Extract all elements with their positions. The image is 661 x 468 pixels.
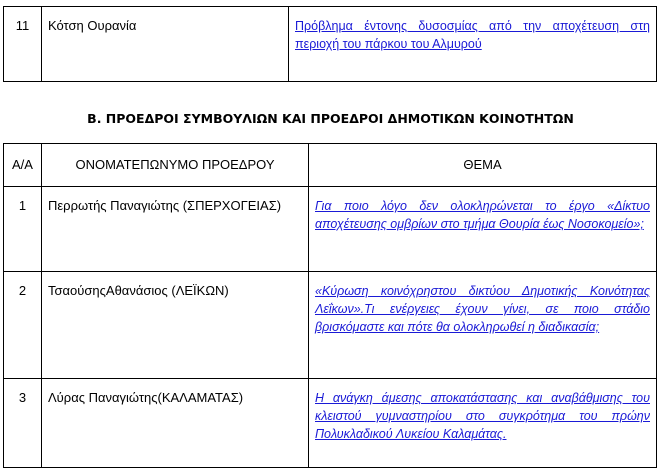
member-name: Κότση Ουρανία [42, 7, 289, 82]
table-row [4, 7, 657, 82]
table-row [4, 187, 657, 272]
row-number: 2 [4, 272, 42, 379]
row-number: 3 [4, 379, 42, 468]
question-topic-link[interactable]: «Κύρωση κοινόχρηστου δικτύου Δημοτικής Κοινότητας Λεΐκων».Τι ενέργειες έχουν γίνει, σε ποιο στάδιο βρισκόμαστε και πότε θα ολοκληρωθεί η διαδικασία; [309, 272, 657, 379]
header-number: Α/Α [4, 144, 42, 187]
president-name: Περρωτής Παναγιώτης (ΣΠΕΡΧΟΓΕΙΑΣ) [42, 187, 309, 272]
president-name: Λύρας Παναγιώτης(ΚΑΛΑΜΑΤΑΣ) [42, 379, 309, 468]
table-row [4, 272, 657, 379]
header-name: ΟΝΟΜΑΤΕΠΩΝΥΜΟ ΠΡΟΕΔΡΟΥ [42, 144, 309, 187]
questions-table-a [3, 6, 657, 82]
question-topic-link[interactable]: Για ποιο λόγο δεν ολοκληρώνεται το έργο «Δίκτυο αποχέτευσης ομβρίων στο τμήμα Θουρία έως Νοσοκομείο»; [309, 187, 657, 272]
section-b-title: Β. ΠΡΟΕΔΡΟΙ ΣΥΜΒΟΥΛΙΩΝ ΚΑΙ ΠΡΟΕΔΡΟΙ ΔΗΜΟΤΙΚΩΝ ΚΟΙΝΟΤΗΤΩΝ [87, 111, 574, 126]
president-name: ΤσαούσηςΑθανάσιος (ΛΕΪΚΩΝ) [42, 272, 309, 379]
row-number: 11 [4, 7, 42, 82]
table-row [4, 379, 657, 468]
question-topic-link[interactable]: Η ανάγκη άμεσης αποκατάστασης και αναβάθμισης του κλειστού γυμναστηρίου στο συγκρότημα του πρώην Πολυκλαδικού Λυκείου Καλαμάτας. [309, 379, 657, 468]
question-topic-link[interactable]: Πρόβλημα έντονης δυσοσμίας από την αποχέτευση στη περιοχή του πάρκου του Αλμυρού [289, 7, 657, 82]
questions-table-b [3, 143, 657, 468]
table-header-row [4, 144, 657, 187]
header-topic: ΘΕΜΑ [309, 144, 657, 187]
row-number: 1 [4, 187, 42, 272]
